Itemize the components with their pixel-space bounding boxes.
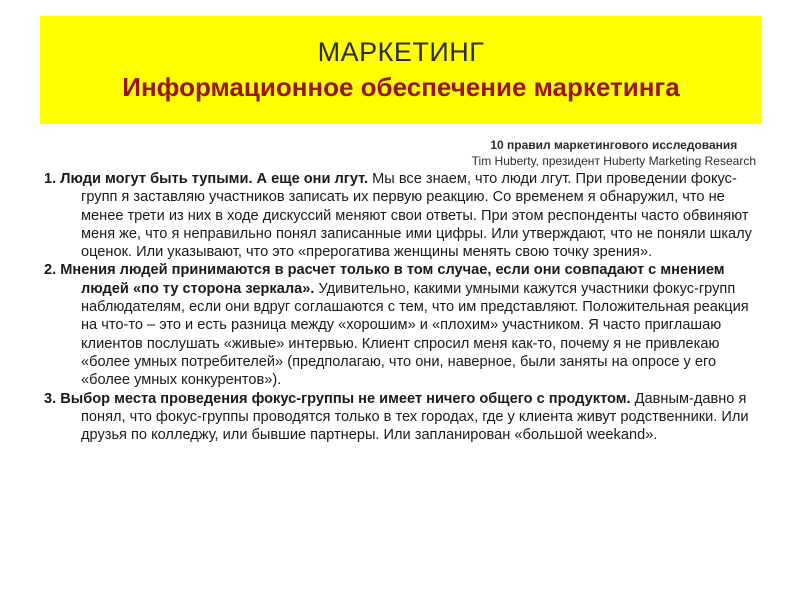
slide-title: МАРКЕТИНГ (317, 37, 485, 67)
rules-list (44, 170, 764, 444)
rule-item-2 (44, 261, 764, 389)
slide-subtitle: Информационное обеспечение маркетинга (122, 72, 680, 102)
source-author: Tim Huberty, президент Huberty Marketing Research (471, 154, 756, 168)
source-citation (472, 137, 756, 169)
title-banner (40, 16, 762, 124)
rule-number: 3. (44, 390, 57, 407)
rule-number: 2. (44, 262, 57, 279)
rule-item-3 (44, 390, 764, 445)
rule-text: Мы все знаем, что люди лгут. При проведении фокус-групп я заставляю участников записать их первую реакцию. Со временем я обнаружил, что не менее трети из них в ходе дискуссий меняют свои ответы. При этом респонденты часто обвиняют меня же, что я неправильно понял записанные ими цифры. Или утверждают, что не поняли шкалу оценок. Или указывают, что это «прерогатива женщины менять свою точку зрения». (81, 171, 752, 261)
rule-heading: Мнения людей принимаются в расчет только в том случае, если они совпадают с мнением людей «по ту сторона зеркала». (60, 262, 725, 297)
rule-number: 1. (44, 171, 57, 187)
rule-heading: Выбор места проведения фокус-группы не имеет ничего общего с продуктом. (60, 390, 631, 407)
source-title: 10 правил маркетингового исследования (490, 138, 738, 152)
rule-item-1 (44, 170, 764, 261)
rule-text: Удивительно, какими умными кажутся участники фокус-групп наблюдателям, если они вдруг соглашаются с тем, что им представляют. Положительная реакция на что-то – это и есть разница между «хорошим» и «плохим» участником. Я часто приглашаю клиентов послушать «живые» интервью. Клиент спросил меня как-то, почему я не привлекаю «более умных потребителей» (предполагаю, что они, наверное, были заняты на опросе у его «более умных конкурентов»). (81, 280, 749, 389)
rule-heading: Люди могут быть тупыми. А еще они лгут. (60, 171, 369, 187)
rule-text: Давным-давно я понял, что фокус-группы проводятся только в тех городах, где у клиента живут родственники. Или друзья по колледжу, или бывшие партнеры. Или запланирован «большой weekand». (81, 390, 749, 444)
